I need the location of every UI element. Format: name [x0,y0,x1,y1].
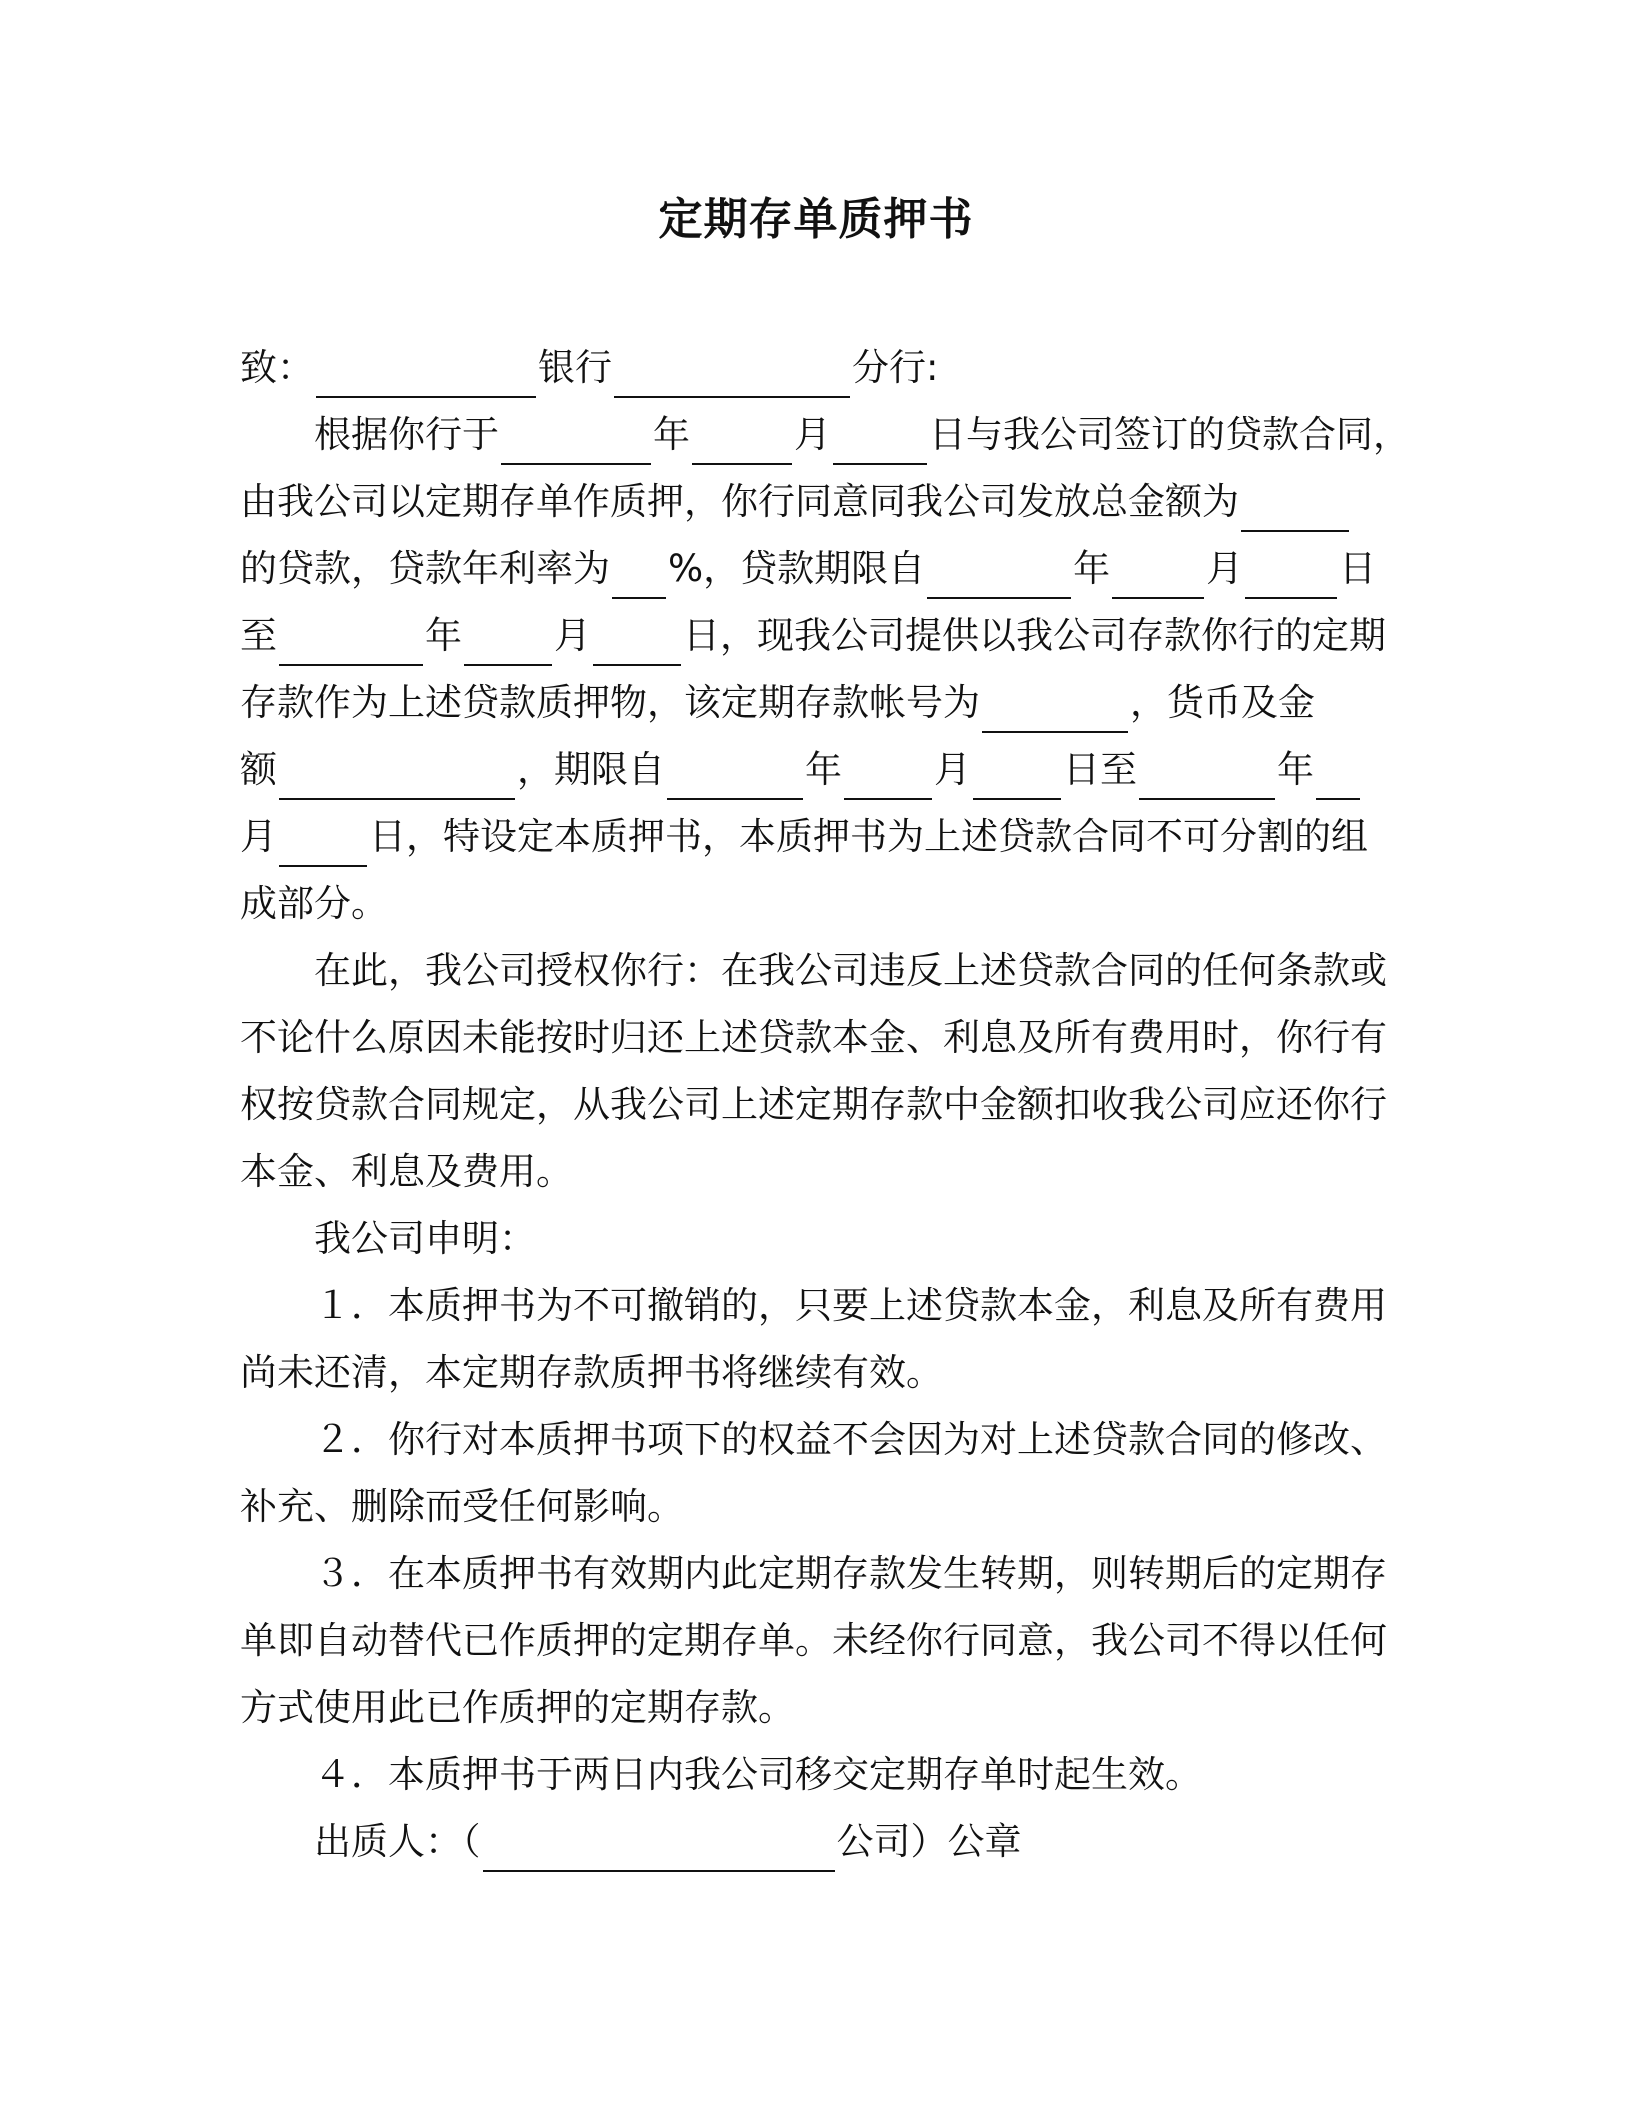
loan-start-day-blank[interactable] [1245,551,1337,599]
bank-name-blank[interactable] [316,350,536,398]
item1-line1: １．本质押书为不可撤销的，只要上述贷款本金，利息及所有费用 [314,1284,1387,1327]
para1-line6: 额 ，期限自 年 月 日至 年 [240,740,1362,800]
item2-line1: ２．你行对本质押书项下的权益不会因为对上述贷款合同的修改、 [314,1418,1387,1461]
addressee-line: 致： 银行 分行: [240,338,938,398]
para1-line7: 月 日，特设定本质押书，本质押书为上述贷款合同不可分割的组 [240,807,1368,867]
term-end-day-blank[interactable] [279,819,367,867]
para1-line3: 的贷款，贷款年利率为 %，贷款期限自 年 月 日 [240,539,1376,599]
contract-month-blank[interactable] [692,417,792,465]
pledgor-signature-line: 出质人：（ 公司）公章 [314,1812,1022,1872]
loan-end-day-blank[interactable] [593,618,681,666]
item1-line2: 尚未还清，本定期存款质押书将继续有效。 [240,1351,943,1394]
pledgor-company-blank[interactable] [483,1824,835,1872]
item3-line1: ３．在本质押书有效期内此定期存款发生转期，则转期后的定期存 [314,1552,1387,1595]
currency-amount-blank[interactable] [279,752,515,800]
item2-line2: 补充、删除而受任何影响。 [240,1485,684,1528]
interest-rate-blank[interactable] [612,551,666,599]
term-end-month-blank[interactable] [1316,752,1360,800]
item4-line1: ４．本质押书于两日内我公司移交定期存单时起生效。 [314,1753,1202,1796]
document-title: 定期存单质押书 [658,194,974,245]
term-start-month-blank[interactable] [844,752,932,800]
contract-day-blank[interactable] [833,417,927,465]
loan-start-year-blank[interactable] [927,551,1071,599]
contract-year-blank[interactable] [501,417,651,465]
term-start-day-blank[interactable] [973,752,1061,800]
loan-start-month-blank[interactable] [1112,551,1204,599]
branch-name-blank[interactable] [614,350,850,398]
item3-line3: 方式使用此已作质押的定期存款。 [240,1686,795,1729]
loan-end-year-blank[interactable] [279,618,423,666]
declaration-heading: 我公司申明： [314,1217,536,1260]
term-start-year-blank[interactable] [667,752,803,800]
para1-line1: 根据你行于 年 月 日与我公司签订的贷款合同， [314,405,1410,465]
para1-line4: 至 年 月 日，现我公司提供以我公司存款你行的定期 [240,606,1386,666]
para1-line5: 存款作为上述贷款质押物，该定期存款帐号为 ，货币及金 [240,673,1315,733]
para2-line2: 不论什么原因未能按时归还上述贷款本金、利息及所有费用时，你行有 [240,1016,1387,1059]
para1-line2: 由我公司以定期存单作质押，你行同意同我公司发放总金额为 [240,472,1351,532]
deposit-account-blank[interactable] [982,685,1128,733]
para2-line3: 权按贷款合同规定，从我公司上述定期存款中金额扣收我公司应还你行 [240,1083,1387,1126]
loan-end-month-blank[interactable] [464,618,552,666]
para2-line4: 本金、利息及费用。 [240,1150,573,1193]
term-end-year-blank[interactable] [1139,752,1275,800]
item3-line2: 单即自动替代已作质押的定期存单。未经你行同意，我公司不得以任何 [240,1619,1387,1662]
total-amount-blank[interactable] [1241,484,1349,532]
para2-line1: 在此，我公司授权你行：在我公司违反上述贷款合同的任何条款或 [314,949,1387,992]
para1-line8: 成部分。 [240,882,388,925]
